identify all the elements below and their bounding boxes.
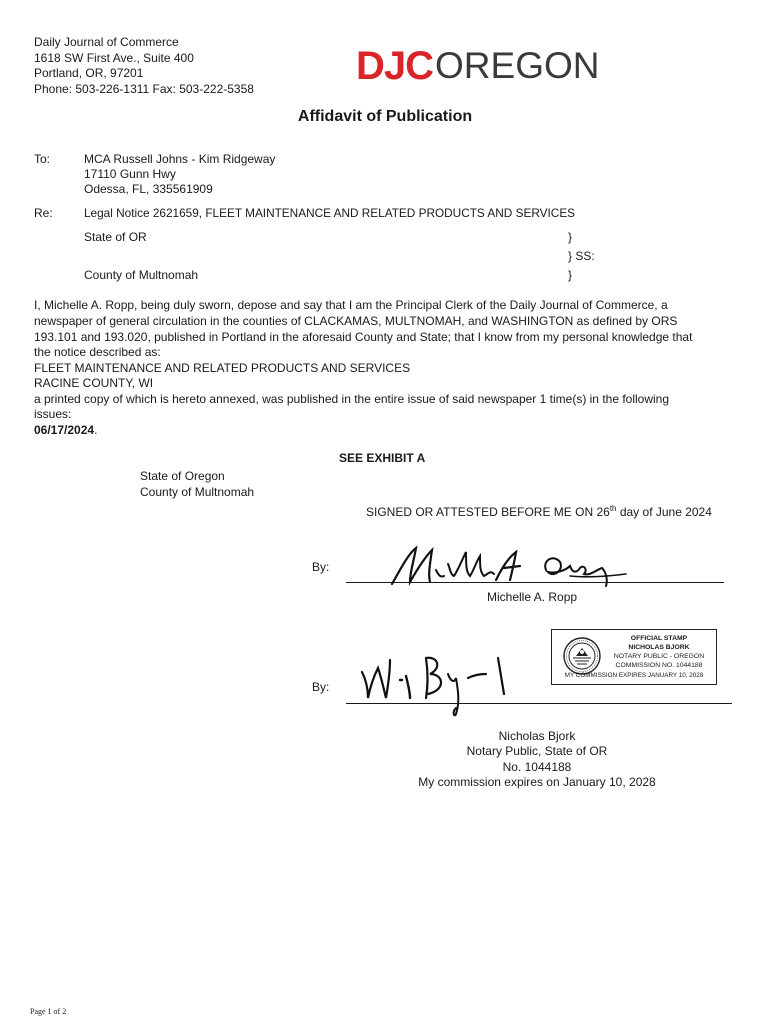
body-line: FLEET MAINTENANCE AND RELATED PRODUCTS AND SERVICES — [34, 361, 411, 375]
notary-number: No. 1044188 — [502, 760, 572, 774]
by-label-1: By: — [312, 560, 330, 574]
logo-djc-text: DJC — [356, 44, 434, 88]
stamp-line: OFFICIAL STAMP — [630, 635, 688, 642]
publisher-city: Portland, OR, 97201 — [34, 66, 144, 80]
page-number: Page 1 of 2 — [30, 1007, 67, 1016]
body-line: I, Michelle A. Ropp, being duly sworn, depose and say that I am the Principal Clerk of the Daily Journal of Commerce, a — [34, 298, 668, 312]
body-line: a printed copy of which is hereto annexed, was published in the entire issue of said newspaper 1 time(s) in the following — [34, 392, 670, 406]
body-line: RACINE COUNTY, WI — [34, 376, 154, 390]
to-street: 17110 Gunn Hwy — [84, 167, 176, 181]
signature-bjork — [356, 650, 526, 720]
exhibit-reference: SEE EXHIBIT A — [339, 451, 426, 465]
logo-oregon-text: OREGON — [435, 45, 600, 86]
attestation-line — [366, 505, 712, 520]
publisher-name: Daily Journal of Commerce — [34, 35, 179, 49]
oregon-seal-icon — [562, 636, 602, 676]
stamp-line: COMMISSION NO. 1044188 — [615, 662, 703, 669]
signature-line-2 — [346, 703, 732, 704]
official-notary-stamp — [551, 629, 717, 685]
by-label-2: By: — [312, 680, 330, 694]
to-city: Odessa, FL, 335561909 — [84, 182, 213, 196]
issue-date: 06/17/2024 — [34, 423, 95, 437]
to-name: MCA Russell Johns - Kim Ridgeway — [84, 152, 276, 166]
djc-oregon-logo — [356, 46, 600, 86]
body-line: issues: — [34, 407, 72, 421]
publisher-street: 1618 SW First Ave., Suite 400 — [34, 51, 194, 65]
document-title: Affidavit of Publication — [297, 108, 473, 125]
publisher-phone: Phone: 503-226-1311 Fax: 503-222-5358 — [34, 82, 254, 96]
attest-sup: th — [609, 504, 617, 513]
body-line: the notice described as: — [34, 345, 161, 359]
notary-state: State of Oregon — [140, 469, 225, 483]
issue-date-suffix: . — [94, 423, 98, 437]
venue-brace-bottom: } — [568, 268, 573, 282]
notary-county: County of Multnomah — [140, 485, 255, 499]
signature-line-1 — [346, 582, 724, 583]
body-line: newspaper of general circulation in the counties of CLACKAMAS, MULTNOMAH, and WASHINGTON as defined by ORS — [34, 314, 678, 328]
re-text: Legal Notice 2621659, FLEET MAINTENANCE AND RELATED PRODUCTS AND SERVICES — [84, 206, 576, 220]
venue-county: County of Multnomah — [84, 268, 199, 282]
body-line: 193.101 and 193.020, published in Portland in the aforesaid County and State; that I know from my personal knowledge that — [34, 330, 693, 344]
venue-state: State of OR — [84, 230, 147, 244]
issue-date-line — [34, 423, 97, 438]
attest-after: day of June 2024 — [616, 505, 712, 519]
commission-expiry: My commission expires on January 10, 2028 — [418, 775, 656, 789]
venue-brace-top: } — [568, 230, 573, 244]
stamp-line: NICHOLAS BJORK — [628, 644, 690, 651]
venue-brace-ss: } SS: — [568, 249, 595, 263]
stamp-line: MY COMMISSION EXPIRES JANUARY 10, 2028 — [564, 672, 704, 679]
stamp-line: NOTARY PUBLIC - OREGON — [613, 653, 705, 660]
to-label: To: — [34, 152, 51, 166]
notary-title: Notary Public, State of OR — [466, 744, 608, 758]
notary-name: Nicholas Bjork — [498, 729, 576, 743]
signer1-name: Michelle A. Ropp — [487, 590, 578, 604]
re-label: Re: — [34, 206, 53, 220]
attest-before: SIGNED OR ATTESTED BEFORE ME ON 26 — [366, 505, 610, 519]
